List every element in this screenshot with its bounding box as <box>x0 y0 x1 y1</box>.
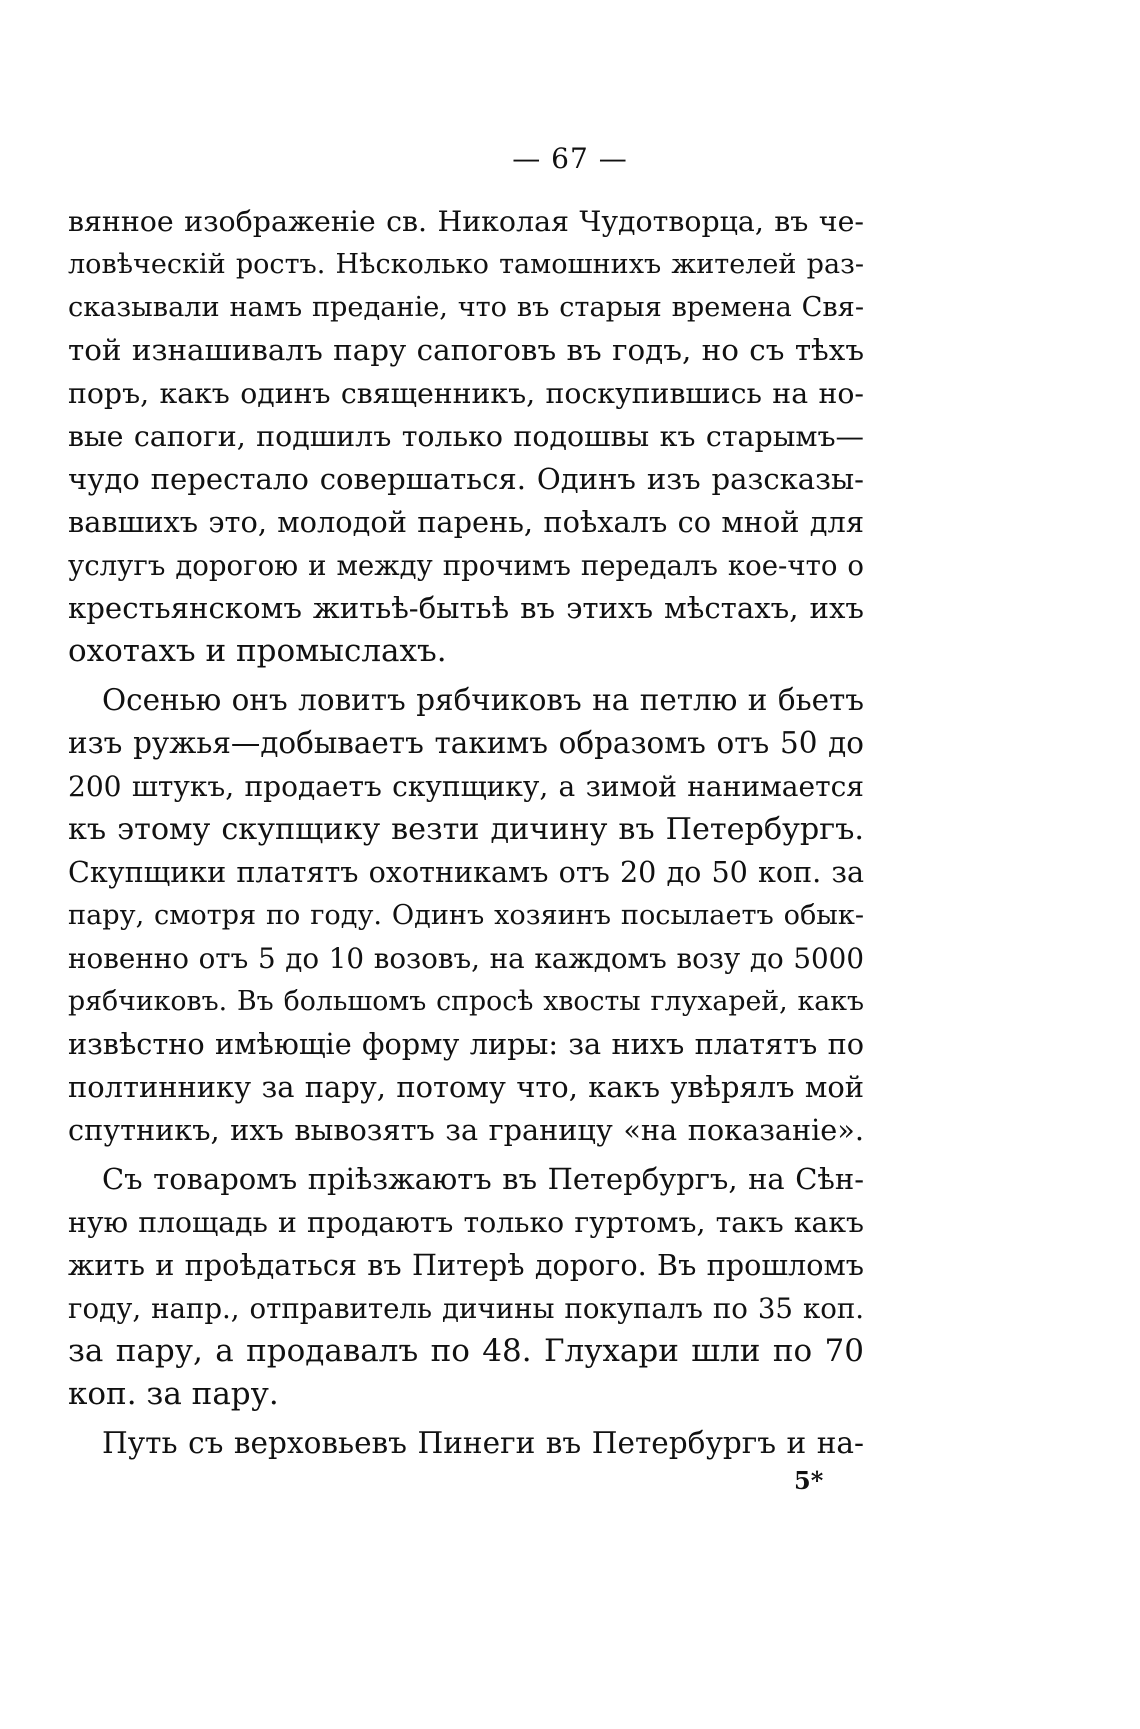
text-line: коп. за пару. <box>68 1376 279 1412</box>
text-line: 200 штукъ, продаетъ скупщику, а зимой нанимается <box>68 770 864 803</box>
text-body <box>68 200 864 1465</box>
text-line: къ этому скупщику везти дичину въ Петербургъ. <box>68 812 864 847</box>
paragraph-3 <box>68 1158 864 1416</box>
text-line: новенно отъ 5 до 10 возовъ, на каждомъ возу до 5000 <box>68 942 864 975</box>
paragraph-1 <box>68 200 864 673</box>
paragraph-4 <box>68 1422 864 1465</box>
text-line: Съ товаромъ пріѣзжаютъ въ Петербургъ, на Сѣн- <box>102 1162 864 1196</box>
text-line: полтиннику за пару, потому что, какъ увѣрялъ мой <box>68 1070 864 1104</box>
text-line: жить и проѣдаться въ Питерѣ дорого. Въ прошломъ <box>68 1248 864 1282</box>
text-line: за пару, а продавалъ по 48. Глухари шли по 70 <box>68 1333 864 1369</box>
text-line: Путь съ верховьевъ Пинеги въ Петербургъ и на- <box>102 1426 864 1460</box>
signature-mark: 5* <box>794 1466 824 1495</box>
text-line: Осенью онъ ловитъ рябчиковъ на петлю и бьетъ <box>102 683 864 717</box>
paragraph-2 <box>68 679 864 1152</box>
text-line: крестьянскомъ житьѣ-бытьѣ въ этихъ мѣстахъ, ихъ <box>68 591 864 625</box>
text-line: пару, смотря по году. Одинъ хозяинъ посылаетъ обык- <box>68 900 864 931</box>
text-line: сказывали намъ преданіе, что въ старыя времена Свя- <box>68 292 864 323</box>
text-line: вянное изображеніе св. Николая Чудотворца, въ че- <box>68 205 864 238</box>
text-line: Скупщики платятъ охотникамъ отъ 20 до 50 коп. за <box>68 855 864 889</box>
text-line: охотахъ и промыслахъ. <box>68 633 447 669</box>
text-line: чудо перестало совершаться. Одинъ изъ разсказы- <box>68 462 864 496</box>
text-line: вавшихъ это, молодой парень, поѣхалъ со мной для <box>68 505 864 539</box>
text-line: ловѣческій ростъ. Нѣсколько тамошнихъ жителей раз- <box>68 249 864 280</box>
text-line: поръ, какъ одинъ священникъ, поскупившись на но- <box>68 377 864 410</box>
text-line: ную площадь и продаютъ только гуртомъ, такъ какъ <box>68 1206 864 1239</box>
text-line: спутникъ, ихъ вывозятъ за границу «на показаніе». <box>68 1113 864 1147</box>
text-line: услугъ дорогою и между прочимъ передалъ кое-что о <box>68 549 864 582</box>
text-line: вые сапоги, подшилъ только подошвы къ старымъ— <box>68 420 864 453</box>
page-number: — 67 — <box>512 142 628 175</box>
text-line: той изнашивалъ пару сапоговъ въ годъ, но съ тѣхъ <box>68 333 864 367</box>
text-line: году, напр., отправитель дичины покупалъ по 35 коп. <box>68 1292 864 1325</box>
text-line: извѣстно имѣющіе форму лиры: за нихъ платятъ по <box>68 1027 864 1061</box>
text-line: рябчиковъ. Въ большомъ спросѣ хвосты глухарей, какъ <box>68 986 864 1017</box>
text-line: изъ ружья—добываетъ такимъ образомъ отъ 50 до <box>68 726 864 760</box>
